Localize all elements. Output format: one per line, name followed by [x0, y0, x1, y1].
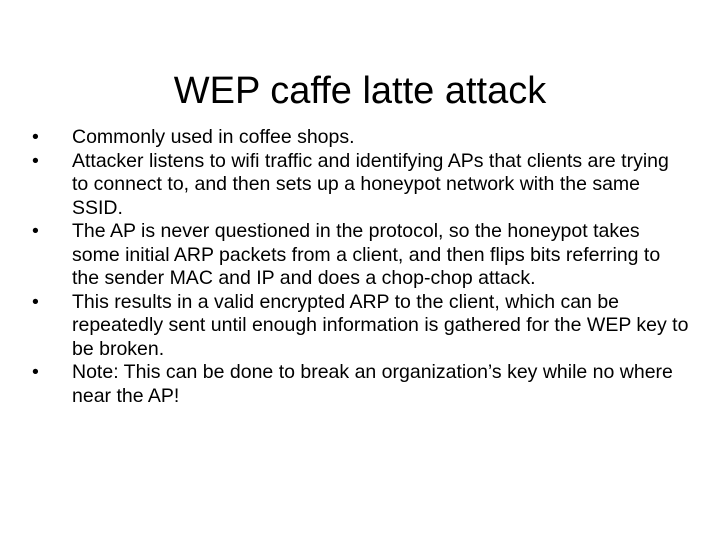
bullet-item	[30, 361, 690, 408]
bullet-icon: •	[32, 290, 39, 313]
bullet-text: Commonly used in coffee shops.	[72, 126, 355, 148]
slide-title: WEP caffe latte attack	[173, 70, 547, 113]
bullet-list	[30, 126, 690, 408]
bullet-icon: •	[32, 126, 39, 148]
bullet-icon: •	[32, 361, 39, 383]
bullet-item	[30, 291, 690, 362]
bullet-icon: •	[32, 149, 39, 172]
bullet-text: This results in a valid encrypted ARP to the client, which can be repeatedly sent until enough information is gathered for the WEP key to be broken.	[72, 290, 689, 360]
bullet-text: Attacker listens to wifi traffic and identifying APs that clients are trying to connect to, and then sets up a honeypot network with the same SSID.	[72, 149, 669, 219]
bullet-icon: •	[32, 220, 39, 242]
bullet-item	[30, 126, 690, 150]
bullet-item	[30, 150, 690, 221]
bullet-text: Note: This can be done to break an organization’s key while no where near the AP!	[72, 361, 673, 407]
bullet-item	[30, 220, 690, 291]
bullet-text: The AP is never questioned in the protocol, so the honeypot takes some initial ARP packets from a client, and then flips bits referring to the sender MAC and IP and does a chop-chop attack.	[72, 220, 661, 289]
